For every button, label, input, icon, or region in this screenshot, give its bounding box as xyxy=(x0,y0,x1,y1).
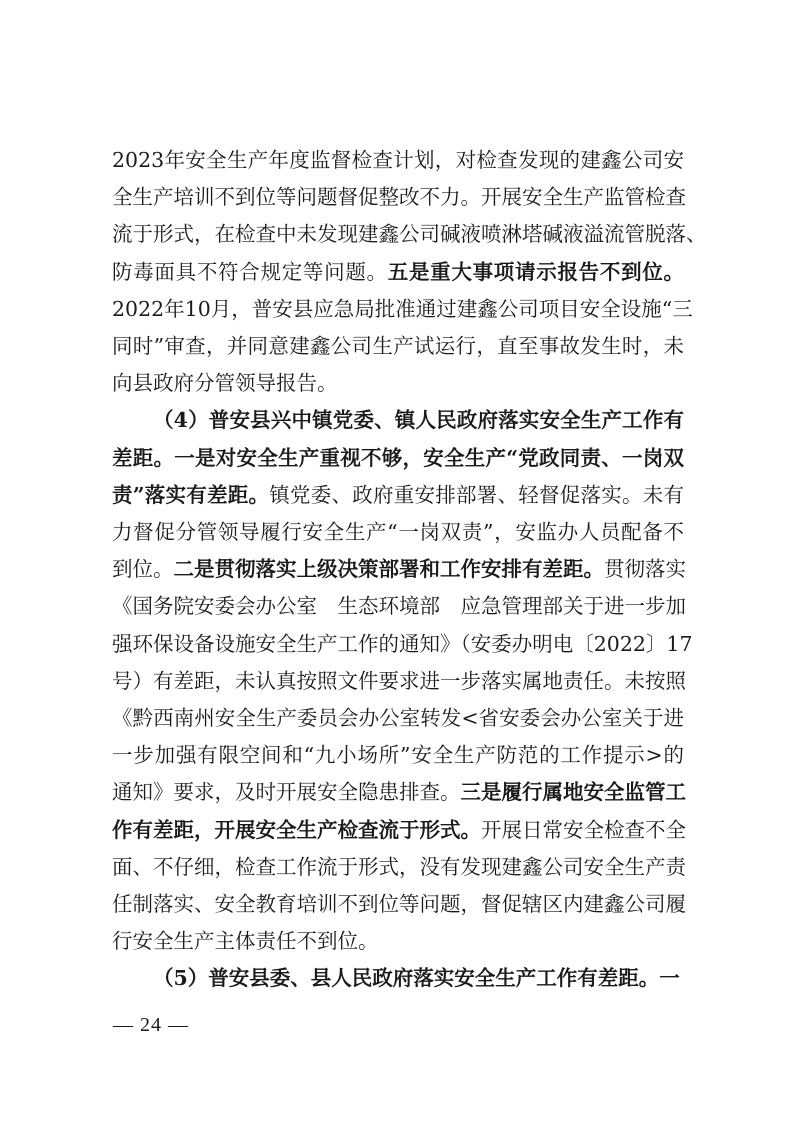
text-line xyxy=(112,626,693,663)
text-segment: 强环保设备设施安全生产工作的通知》（安委办明电〔2022〕17 xyxy=(112,631,693,656)
text-line xyxy=(112,142,684,179)
text-line xyxy=(112,216,707,253)
text-segment: 2023年安全生产年度监督检查计划，对检查发现的建鑫公司安 xyxy=(112,148,684,172)
text-segment: 面、不仔细，检查工作流于形式，没有发现建鑫公司安全生产责 xyxy=(112,854,686,879)
text-segment: 一步加强有限空间和“九小场所”安全生产防范的工作提示>的 xyxy=(112,743,684,768)
text-segment: 开展日常安全检查不全 xyxy=(481,817,686,842)
bold-text-segment: （4）普安县兴中镇党委、镇人民政府落实安全生产工作有 xyxy=(153,408,684,433)
text-line xyxy=(112,402,684,439)
text-line xyxy=(112,588,684,625)
text-line xyxy=(112,774,684,811)
text-line xyxy=(112,663,684,700)
text-line xyxy=(112,700,684,737)
text-segment: 《国务院安委会办公室 生态环境部 应急管理部关于进一步加 xyxy=(112,594,686,619)
text-line xyxy=(112,440,684,477)
text-line xyxy=(112,328,684,365)
text-segment: 到位。 xyxy=(112,557,174,582)
text-segment: 防毒面具不符合规定等问题。 xyxy=(112,259,388,284)
text-segment: 2022年10月，普安县应急局批准通过建鑫公司项目安全设施“三 xyxy=(112,296,693,321)
text-line xyxy=(112,551,684,588)
text-line xyxy=(112,179,684,216)
text-line xyxy=(112,960,684,997)
bold-text-segment: 责”落实有差距。 xyxy=(112,482,270,507)
text-segment: 号）有差距，未认真按照文件要求进一步落实属地责任。未按照 xyxy=(112,668,686,693)
text-line xyxy=(112,886,684,923)
bold-text-segment: 差距。一是对安全生产重视不够，安全生产“党政同责、一岗双 xyxy=(112,445,684,470)
text-line xyxy=(112,849,684,886)
text-segment: 通知》要求，及时开展安全隐患排查。 xyxy=(112,780,461,805)
text-segment: 向县政府分管领导报告。 xyxy=(112,371,338,396)
text-segment: 同时”审查，并同意建鑫公司生产试运行，直至事故发生时，未 xyxy=(112,334,684,359)
text-segment: 行安全生产主体责任不到位。 xyxy=(112,929,379,954)
text-line xyxy=(112,514,684,551)
bold-text-segment: 作有差距，开展安全生产检查流于形式。 xyxy=(112,817,481,842)
text-line xyxy=(112,477,684,514)
page-number: — 24 — xyxy=(113,1014,189,1036)
text-segment: 贯彻落实 xyxy=(604,557,686,582)
text-segment: 《黔西南州安全生产委员会办公室转发<省安委会办公室关于进 xyxy=(112,706,684,731)
text-line xyxy=(112,737,684,774)
text-segment: 镇党委、政府重安排部署、轻督促落实。未有 xyxy=(269,482,684,507)
bold-text-segment: 三是履行属地安全监管工 xyxy=(460,780,686,805)
text-line xyxy=(112,923,684,960)
text-line xyxy=(112,254,684,291)
bold-text-segment: 二是贯彻落实上级决策部署和工作安排有差距。 xyxy=(173,557,604,582)
text-segment: 流于形式，在检查中未发现建鑫公司碱液喷淋塔碱液溢流管脱落、 xyxy=(112,222,707,247)
text-segment: 任制落实、安全教育培训不到位等问题，督促辖区内建鑫公司履 xyxy=(112,892,686,917)
body-text xyxy=(112,142,707,998)
text-line xyxy=(112,365,684,402)
bold-text-segment: 五是重大事项请示报告不到位。 xyxy=(387,259,684,284)
bold-text-segment: （5）普安县委、县人民政府落实安全生产工作有差距。一 xyxy=(153,966,680,991)
text-segment: 力督促分管领导履行安全生产“一岗双责”，安监办人员配备不 xyxy=(112,520,684,545)
text-segment: 全生产培训不到位等问题督促整改不力。开展安全生产监管检查 xyxy=(112,185,686,210)
text-line xyxy=(112,812,684,849)
text-line xyxy=(112,291,693,328)
